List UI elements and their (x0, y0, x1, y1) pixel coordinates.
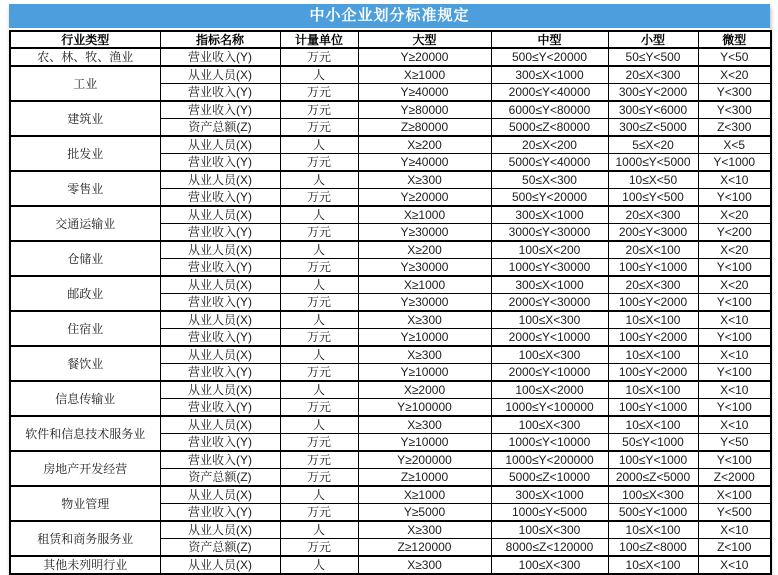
unit-cell: 人 (280, 66, 358, 84)
table-row (10, 276, 771, 294)
industry-cell: 批发业 (10, 136, 160, 171)
large-range-cell: Y≥10000 (358, 364, 491, 382)
indicator-cell: 从业人员(X) (160, 241, 280, 259)
small-range-cell: 10≤X<100 (608, 416, 698, 434)
large-range-cell: X≥200 (358, 241, 491, 259)
medium-range-cell: 6000≤Y<80000 (491, 101, 608, 119)
unit-cell: 万元 (280, 451, 358, 469)
industry-cell: 仓储业 (10, 241, 160, 276)
indicator-cell: 营业收入(Y) (160, 504, 280, 522)
large-range-cell: X≥300 (358, 556, 491, 574)
unit-cell: 万元 (280, 329, 358, 347)
table-row (10, 241, 771, 259)
large-range-cell: X≥1000 (358, 276, 491, 294)
table-row (10, 66, 771, 84)
medium-range-cell: 500≤Y<20000 (491, 189, 608, 207)
indicator-cell: 营业收入(Y) (160, 189, 280, 207)
classification-table (9, 30, 772, 575)
large-range-cell: Y≥80000 (358, 101, 491, 119)
large-range-cell: X≥300 (358, 346, 491, 364)
industry-cell: 零售业 (10, 171, 160, 206)
large-range-cell: Y≥20000 (358, 189, 491, 207)
medium-range-cell: 1000≤Y<30000 (491, 259, 608, 277)
industry-cell: 工业 (10, 66, 160, 101)
micro-range-cell: Y<50 (698, 48, 771, 66)
small-range-cell: 20≤X<100 (608, 241, 698, 259)
indicator-cell: 营业收入(Y) (160, 48, 280, 66)
micro-range-cell: Z<300 (698, 119, 771, 137)
micro-range-cell: Y<50 (698, 434, 771, 452)
micro-range-cell: Y<100 (698, 451, 771, 469)
medium-range-cell: 8000≤Z<120000 (491, 539, 608, 557)
small-range-cell: 50≤Y<1000 (608, 434, 698, 452)
medium-range-cell: 2000≤Y<40000 (491, 84, 608, 102)
small-range-cell: 20≤X<300 (608, 66, 698, 84)
small-range-cell: 500≤Y<1000 (608, 504, 698, 522)
medium-range-cell: 1000≤Y<200000 (491, 451, 608, 469)
indicator-cell: 从业人员(X) (160, 556, 280, 574)
indicator-cell: 从业人员(X) (160, 521, 280, 539)
medium-range-cell: 100≤X<2000 (491, 381, 608, 399)
micro-range-cell: Y<300 (698, 84, 771, 102)
table-row (10, 346, 771, 364)
small-range-cell: 10≤X<100 (608, 521, 698, 539)
micro-range-cell: X<5 (698, 136, 771, 154)
unit-cell: 人 (280, 556, 358, 574)
large-range-cell: Y≥20000 (358, 48, 491, 66)
large-range-cell: Z≥80000 (358, 119, 491, 137)
unit-cell: 人 (280, 206, 358, 224)
smb-classification-panel (9, 4, 770, 575)
micro-range-cell: X<20 (698, 241, 771, 259)
col-header-large: 大型 (358, 31, 491, 48)
micro-range-cell: X<20 (698, 276, 771, 294)
micro-range-cell: X<10 (698, 346, 771, 364)
table-row (10, 101, 771, 119)
small-range-cell: 100≤Z<8000 (608, 539, 698, 557)
medium-range-cell: 2000≤Y<10000 (491, 364, 608, 382)
micro-range-cell: X<10 (698, 556, 771, 574)
medium-range-cell: 300≤X<1000 (491, 206, 608, 224)
unit-cell: 人 (280, 381, 358, 399)
header-row (10, 31, 771, 48)
micro-range-cell: X<10 (698, 381, 771, 399)
unit-cell: 人 (280, 521, 358, 539)
micro-range-cell: Z<2000 (698, 469, 771, 487)
medium-range-cell: 100≤X<300 (491, 346, 608, 364)
micro-range-cell: X<10 (698, 521, 771, 539)
indicator-cell: 从业人员(X) (160, 206, 280, 224)
medium-range-cell: 5000≤Z<80000 (491, 119, 608, 137)
industry-cell: 软件和信息技术服务业 (10, 416, 160, 451)
micro-range-cell: Y<200 (698, 224, 771, 242)
medium-range-cell: 5000≤Y<40000 (491, 154, 608, 172)
medium-range-cell: 5000≤Z<10000 (491, 469, 608, 487)
industry-cell: 餐饮业 (10, 346, 160, 381)
small-range-cell: 20≤X<300 (608, 276, 698, 294)
small-range-cell: 5≤X<20 (608, 136, 698, 154)
large-range-cell: X≥1000 (358, 486, 491, 504)
unit-cell: 万元 (280, 154, 358, 172)
table-row (10, 416, 771, 434)
medium-range-cell: 3000≤Y<30000 (491, 224, 608, 242)
medium-range-cell: 100≤X<300 (491, 311, 608, 329)
unit-cell: 万元 (280, 189, 358, 207)
page-title: 中小企业划分标准规定 (9, 4, 770, 28)
table-row (10, 381, 771, 399)
medium-range-cell: 50≤X<300 (491, 171, 608, 189)
indicator-cell: 从业人员(X) (160, 381, 280, 399)
indicator-cell: 营业收入(Y) (160, 451, 280, 469)
medium-range-cell: 100≤X<300 (491, 521, 608, 539)
medium-range-cell: 500≤Y<20000 (491, 48, 608, 66)
medium-range-cell: 1000≤Y<10000 (491, 434, 608, 452)
indicator-cell: 营业收入(Y) (160, 154, 280, 172)
large-range-cell: Z≥120000 (358, 539, 491, 557)
medium-range-cell: 2000≤Y<10000 (491, 329, 608, 347)
micro-range-cell: Y<100 (698, 364, 771, 382)
industry-cell: 房地产开发经营 (10, 451, 160, 486)
micro-range-cell: Y<100 (698, 259, 771, 277)
indicator-cell: 从业人员(X) (160, 311, 280, 329)
small-range-cell: 100≤Y<2000 (608, 294, 698, 312)
indicator-cell: 资产总额(Z) (160, 469, 280, 487)
small-range-cell: 100≤Y<500 (608, 189, 698, 207)
table-row (10, 486, 771, 504)
large-range-cell: X≥300 (358, 171, 491, 189)
indicator-cell: 从业人员(X) (160, 66, 280, 84)
unit-cell: 万元 (280, 84, 358, 102)
small-range-cell: 300≤Y<6000 (608, 101, 698, 119)
large-range-cell: X≥300 (358, 521, 491, 539)
medium-range-cell: 300≤X<1000 (491, 66, 608, 84)
table-row (10, 171, 771, 189)
small-range-cell: 10≤X<100 (608, 381, 698, 399)
medium-range-cell: 100≤X<300 (491, 416, 608, 434)
small-range-cell: 100≤Y<1000 (608, 259, 698, 277)
industry-cell: 租赁和商务服务业 (10, 521, 160, 556)
small-range-cell: 10≤X<100 (608, 311, 698, 329)
large-range-cell: Y≥40000 (358, 154, 491, 172)
medium-range-cell: 300≤X<1000 (491, 276, 608, 294)
small-range-cell: 100≤Y<1000 (608, 451, 698, 469)
indicator-cell: 从业人员(X) (160, 486, 280, 504)
table-row (10, 206, 771, 224)
micro-range-cell: X<10 (698, 171, 771, 189)
table-head (10, 31, 771, 48)
large-range-cell: Y≥30000 (358, 259, 491, 277)
large-range-cell: Y≥30000 (358, 224, 491, 242)
unit-cell: 人 (280, 486, 358, 504)
large-range-cell: Y≥10000 (358, 434, 491, 452)
unit-cell: 万元 (280, 101, 358, 119)
large-range-cell: Z≥10000 (358, 469, 491, 487)
table-row (10, 521, 771, 539)
small-range-cell: 50≤Y<500 (608, 48, 698, 66)
industry-cell: 住宿业 (10, 311, 160, 346)
small-range-cell: 100≤X<300 (608, 486, 698, 504)
indicator-cell: 营业收入(Y) (160, 259, 280, 277)
medium-range-cell: 100≤X<200 (491, 241, 608, 259)
indicator-cell: 营业收入(Y) (160, 434, 280, 452)
unit-cell: 人 (280, 136, 358, 154)
indicator-cell: 营业收入(Y) (160, 84, 280, 102)
large-range-cell: X≥300 (358, 311, 491, 329)
micro-range-cell: Y<100 (698, 399, 771, 417)
micro-range-cell: X<20 (698, 206, 771, 224)
table-row (10, 556, 771, 574)
indicator-cell: 营业收入(Y) (160, 224, 280, 242)
table-row (10, 451, 771, 469)
unit-cell: 万元 (280, 539, 358, 557)
unit-cell: 万元 (280, 259, 358, 277)
micro-range-cell: Y<500 (698, 504, 771, 522)
large-range-cell: Y≥10000 (358, 329, 491, 347)
micro-range-cell: Y<100 (698, 294, 771, 312)
col-header-small: 小型 (608, 31, 698, 48)
large-range-cell: Y≥30000 (358, 294, 491, 312)
small-range-cell: 100≤Y<2000 (608, 329, 698, 347)
small-range-cell: 1000≤Y<5000 (608, 154, 698, 172)
industry-cell: 邮政业 (10, 276, 160, 311)
small-range-cell: 300≤Y<2000 (608, 84, 698, 102)
small-range-cell: 200≤Y<3000 (608, 224, 698, 242)
unit-cell: 万元 (280, 469, 358, 487)
micro-range-cell: X<10 (698, 416, 771, 434)
table-row (10, 48, 771, 66)
unit-cell: 万元 (280, 294, 358, 312)
col-header-industry: 行业类型 (10, 31, 160, 48)
small-range-cell: 100≤Y<2000 (608, 364, 698, 382)
indicator-cell: 营业收入(Y) (160, 364, 280, 382)
unit-cell: 人 (280, 276, 358, 294)
unit-cell: 万元 (280, 434, 358, 452)
industry-cell: 交通运输业 (10, 206, 160, 241)
indicator-cell: 从业人员(X) (160, 171, 280, 189)
micro-range-cell: Y<300 (698, 101, 771, 119)
indicator-cell: 资产总额(Z) (160, 119, 280, 137)
indicator-cell: 从业人员(X) (160, 276, 280, 294)
industry-cell: 建筑业 (10, 101, 160, 136)
small-range-cell: 2000≤Z<5000 (608, 469, 698, 487)
unit-cell: 万元 (280, 364, 358, 382)
micro-range-cell: Z<100 (698, 539, 771, 557)
large-range-cell: X≥1000 (358, 66, 491, 84)
micro-range-cell: Y<100 (698, 329, 771, 347)
unit-cell: 人 (280, 311, 358, 329)
unit-cell: 万元 (280, 119, 358, 137)
medium-range-cell: 2000≤Y<30000 (491, 294, 608, 312)
medium-range-cell: 300≤X<1000 (491, 486, 608, 504)
indicator-cell: 从业人员(X) (160, 136, 280, 154)
micro-range-cell: X<10 (698, 311, 771, 329)
micro-range-cell: Y<1000 (698, 154, 771, 172)
large-range-cell: Y≥100000 (358, 399, 491, 417)
unit-cell: 人 (280, 241, 358, 259)
large-range-cell: X≥1000 (358, 206, 491, 224)
micro-range-cell: X<100 (698, 486, 771, 504)
unit-cell: 人 (280, 171, 358, 189)
table-body (10, 48, 771, 574)
large-range-cell: X≥2000 (358, 381, 491, 399)
table-row (10, 311, 771, 329)
small-range-cell: 10≤X<50 (608, 171, 698, 189)
col-header-indicator: 指标名称 (160, 31, 280, 48)
small-range-cell: 10≤X<100 (608, 556, 698, 574)
large-range-cell: Y≥40000 (358, 84, 491, 102)
industry-cell: 农、林、牧、渔业 (10, 48, 160, 66)
industry-cell: 物业管理 (10, 486, 160, 521)
medium-range-cell: 1000≤Y<100000 (491, 399, 608, 417)
col-header-micro: 微型 (698, 31, 771, 48)
small-range-cell: 20≤X<300 (608, 206, 698, 224)
indicator-cell: 营业收入(Y) (160, 101, 280, 119)
micro-range-cell: Y<100 (698, 189, 771, 207)
industry-cell: 其他未列明行业 (10, 556, 160, 574)
unit-cell: 万元 (280, 224, 358, 242)
table-row (10, 136, 771, 154)
unit-cell: 人 (280, 416, 358, 434)
col-header-medium: 中型 (491, 31, 608, 48)
small-range-cell: 10≤X<100 (608, 346, 698, 364)
large-range-cell: X≥200 (358, 136, 491, 154)
medium-range-cell: 20≤X<200 (491, 136, 608, 154)
industry-cell: 信息传输业 (10, 381, 160, 416)
indicator-cell: 从业人员(X) (160, 346, 280, 364)
unit-cell: 万元 (280, 504, 358, 522)
indicator-cell: 营业收入(Y) (160, 329, 280, 347)
large-range-cell: X≥300 (358, 416, 491, 434)
indicator-cell: 从业人员(X) (160, 416, 280, 434)
medium-range-cell: 100≤X<300 (491, 556, 608, 574)
unit-cell: 万元 (280, 48, 358, 66)
micro-range-cell: X<20 (698, 66, 771, 84)
large-range-cell: Y≥200000 (358, 451, 491, 469)
indicator-cell: 营业收入(Y) (160, 399, 280, 417)
large-range-cell: Y≥5000 (358, 504, 491, 522)
medium-range-cell: 1000≤Y<5000 (491, 504, 608, 522)
unit-cell: 人 (280, 346, 358, 364)
small-range-cell: 100≤Y<1000 (608, 399, 698, 417)
small-range-cell: 300≤Z<5000 (608, 119, 698, 137)
unit-cell: 万元 (280, 399, 358, 417)
col-header-unit: 计量单位 (280, 31, 358, 48)
indicator-cell: 营业收入(Y) (160, 294, 280, 312)
indicator-cell: 资产总额(Z) (160, 539, 280, 557)
